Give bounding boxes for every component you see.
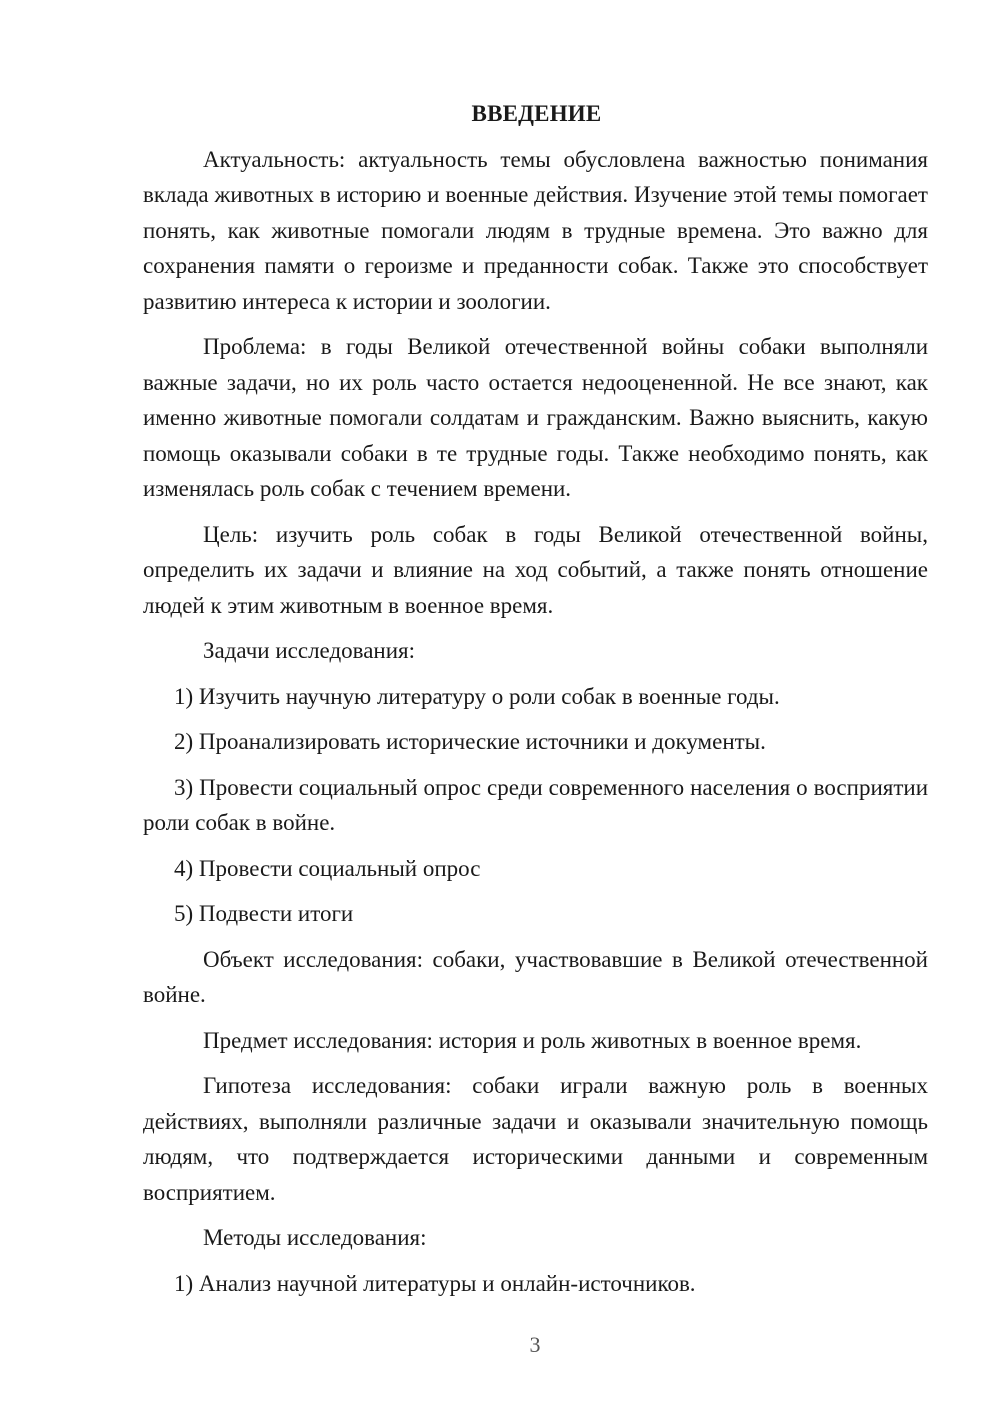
object-paragraph: Объект исследования: собаки, участвовавшие в Великой отечественной войне.	[143, 946, 928, 1007]
tasks-heading: Задачи исследования:	[203, 638, 416, 663]
task-item-4: 4) Провести социальный опрос	[174, 855, 481, 881]
page-content	[143, 96, 928, 1311]
relevance-paragraph: Актуальность: актуальность темы обусловлена важностью понимания вклада животных в историю и военные действия. Изучение этой темы помогает понять, как животные помогали людям в трудные времена. Это важно для сохранения памяти о героизме и преданности собак. Также это способствует развитию интереса к истории и зоологии.	[143, 146, 928, 314]
method-item-1: 1) Анализ научной литературы и онлайн-источников.	[174, 1270, 696, 1296]
methods-heading: Методы исследования:	[203, 1225, 427, 1250]
page-number: 3	[529, 1332, 541, 1357]
task-item-2: 2) Проанализировать исторические источники и документы.	[174, 729, 766, 754]
task-item-3: 3) Провести социальный опрос среди современного населения о восприятии роли собак в войне.	[143, 774, 928, 835]
hypothesis-paragraph: Гипотеза исследования: собаки играли важную роль в военных действиях, выполняли различные задачи и оказывали значительную помощь людям, что подтверждается историческими данными и современным восприятием.	[143, 1073, 928, 1205]
problem-paragraph: Проблема: в годы Великой отечественной войны собаки выполняли важные задачи, но их роль часто остается недооцененной. Не все знают, как именно животные помогали солдатам и гражданским. Важно выяснить, какую помощь оказывали собаки в те трудные годы. Также необходимо понять, как изменялась роль собак с течением времени.	[143, 334, 928, 501]
task-item-1: 1) Изучить научную литературу о роли собак в военные годы.	[174, 683, 780, 709]
goal-paragraph: Цель: изучить роль собак в годы Великой отечественной войны, определить их задачи и влияние на ход событий, а также понять отношение людей к этим животным в военное время.	[143, 521, 928, 618]
task-item-5: 5) Подвести итоги	[174, 901, 354, 926]
page-title: ВВЕДЕНИЕ	[471, 101, 602, 126]
subject-paragraph: Предмет исследования: история и роль животных в военное время.	[203, 1027, 862, 1053]
